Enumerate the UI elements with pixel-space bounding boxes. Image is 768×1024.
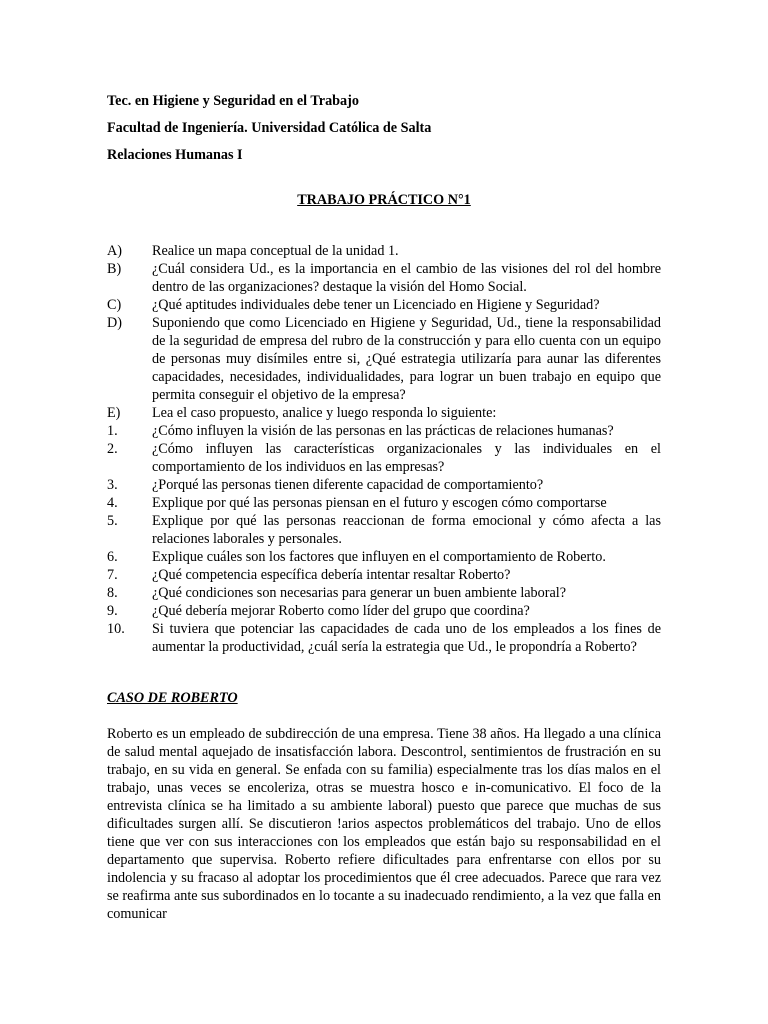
question-text: Lea el caso propuesto, analice y luego responda lo siguiente: xyxy=(152,405,497,421)
question-number: E) xyxy=(107,405,121,421)
document-title: TRABAJO PRÁCTICO N°1 xyxy=(297,192,471,208)
question-number: 5. xyxy=(107,513,118,529)
question-number: 9. xyxy=(107,603,118,619)
question-item xyxy=(107,314,661,404)
question-number: 1. xyxy=(107,423,118,439)
question-item xyxy=(107,494,661,512)
course-title: Tec. en Higiene y Seguridad en el Trabajo xyxy=(107,93,359,109)
question-item xyxy=(107,602,661,620)
question-text: Explique por qué las personas piensan en el futuro y escogen cómo comportarse xyxy=(152,495,607,511)
question-number: 6. xyxy=(107,549,118,565)
question-text: Explique cuáles son los factores que influyen en el comportamiento de Roberto. xyxy=(152,549,606,565)
question-item xyxy=(107,584,661,602)
question-number: 3. xyxy=(107,477,118,493)
question-item xyxy=(107,260,661,296)
question-text: Suponiendo que como Licenciado en Higiene y Seguridad, Ud., tiene la responsabilidad de la seguridad de empresa del rubro de la construcción y para ello cuenta con un equipo de personas muy disímiles entre si, ¿Qué estrategia utilizaría para aunar las diferentes capacidades, necesidades, individualidades, para lograr un buen trabajo en equipo que permita conseguir el objetivo de la empresa? xyxy=(152,315,661,403)
question-item xyxy=(107,404,661,422)
question-item xyxy=(107,566,661,584)
question-text: Realice un mapa conceptual de la unidad 1. xyxy=(152,243,399,259)
question-item xyxy=(107,440,661,476)
question-text: ¿Cómo influyen las características organizacionales y las individuales en el comportamiento de los individuos en las empresas? xyxy=(152,441,661,475)
case-body-paragraph: Roberto es un empleado de subdirección de una empresa. Tiene 38 años. Ha llegado a una clínica de salud mental aquejado de insatisfacción labora. Descontrol, sentimientos de frustración en su trabajo, en su vida en general. Se enfada con su familia) especialmente tras los días malos en el trabajo, unas veces se encoleriza, otras se muestra hosco e in-comunicativo. El foco de la entrevista clínica se ha limitado a su ambiente laboral) puesto que parece que muchas de sus dificultades surgen allí. Se discutieron !arios aspectos problemáticos del trabajo. Uno de ellos tiene que ver con sus interacciones con los empleados que están bajo su responsabilidad en el departamento que supervisa. Roberto refiere dificultades para enfrentarse con ellos por su indolencia y su fracaso al adoptar los procedimientos que él cree adecuados. Parece que rara vez se reafirma ante sus subordinados en lo tocante a su inadecuado rendimiento, a la vez que falla en comunicar xyxy=(107,726,661,922)
question-item xyxy=(107,296,661,314)
faculty-line: Facultad de Ingeniería. Universidad Católica de Salta xyxy=(107,120,432,136)
question-item xyxy=(107,512,661,548)
question-text: ¿Qué debería mejorar Roberto como líder del grupo que coordina? xyxy=(152,603,530,619)
question-number: 10. xyxy=(107,621,125,637)
question-text: ¿Qué condiciones son necesarias para generar un buen ambiente laboral? xyxy=(152,585,567,601)
question-item xyxy=(107,476,661,494)
question-item xyxy=(107,242,661,260)
question-list xyxy=(107,242,661,656)
question-text: ¿Qué aptitudes individuales debe tener un Licenciado en Higiene y Seguridad? xyxy=(152,297,600,313)
question-number: 4. xyxy=(107,495,118,511)
question-number: B) xyxy=(107,261,122,277)
question-number: 2. xyxy=(107,441,118,457)
question-item xyxy=(107,422,661,440)
question-text: ¿Cómo influyen la visión de las personas en las prácticas de relaciones humanas? xyxy=(152,423,614,439)
question-item xyxy=(107,548,661,566)
question-number: 7. xyxy=(107,567,118,583)
question-text: ¿Porqué las personas tienen diferente capacidad de comportamiento? xyxy=(152,477,544,493)
subject-line: Relaciones Humanas I xyxy=(107,147,243,163)
case-title: CASO DE ROBERTO xyxy=(107,690,238,706)
question-number: A) xyxy=(107,243,122,259)
question-text: Si tuviera que potenciar las capacidades de cada uno de los empleados a los fines de aumentar la productividad, ¿cuál sería la estrategia que Ud., le propondría a Roberto? xyxy=(152,621,661,655)
question-number: C) xyxy=(107,297,122,313)
question-text: ¿Cuál considera Ud., es la importancia en el cambio de las visiones del rol del hombre dentro de las organizaciones? destaque la visión del Homo Social. xyxy=(152,261,661,295)
question-text: Explique por qué las personas reaccionan de forma emocional y cómo afecta a las relaciones laborales y personales. xyxy=(152,513,661,547)
question-number: 8. xyxy=(107,585,118,601)
question-number: D) xyxy=(107,315,122,331)
question-item xyxy=(107,620,661,656)
question-text: ¿Qué competencia específica debería intentar resaltar Roberto? xyxy=(152,567,511,583)
